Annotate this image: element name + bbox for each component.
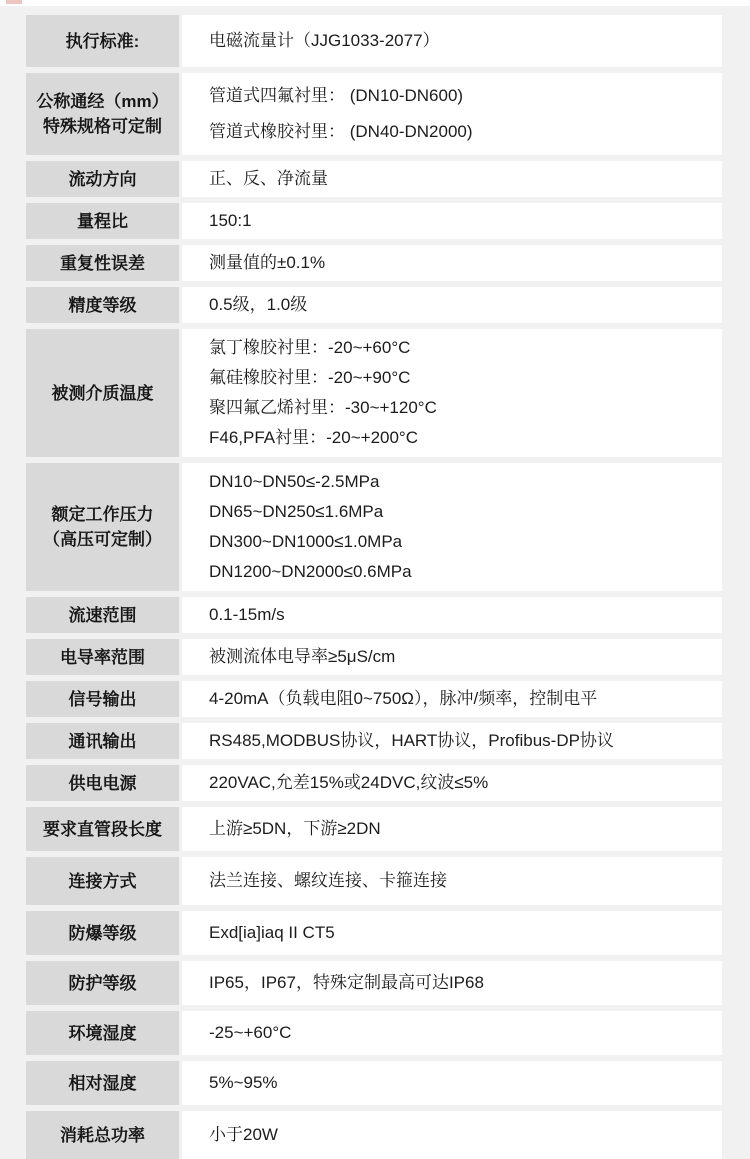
spec-value-line: 0.5级，1.0级 [209,295,308,314]
spec-label-line: 要求直管段长度 [43,819,162,839]
spec-value-line: 电磁流量计（JJG1033-2077） [209,31,440,50]
spec-label-line: 被测介质温度 [51,383,154,403]
spec-value-line: IP65，IP67，特殊定制最高可达IP68 [209,973,484,992]
spec-label [26,463,179,591]
spec-label-line: 精度等级 [68,295,137,315]
spec-value-line: 管道式橡胶衬里： (DN40-DN2000) [209,122,473,141]
row-execution-standard [26,15,722,67]
row-explosion-proof-rating [26,911,722,955]
spec-value [182,329,722,457]
spec-value [182,639,722,675]
spec-label-line: 执行标准: [65,31,140,51]
spec-value [182,911,722,955]
spec-value-line: 聚四氟乙烯衬里：-30~+120°C [209,398,437,417]
spec-label-line: 防爆等级 [68,923,137,943]
spec-value-line: 小于20W [209,1125,278,1144]
spec-label [26,161,179,197]
spec-label [26,287,179,323]
spec-label [26,723,179,759]
spec-value [182,15,722,67]
spec-value-line: 管道式四氟衬里： (DN10-DN600) [209,86,464,105]
spec-value-line: 法兰连接、螺纹连接、卡箍连接 [209,871,447,890]
spec-value-line: 被测流体电导率≥5μS/cm [209,647,396,666]
row-signal-output [26,681,722,717]
row-protection-rating [26,961,722,1005]
row-accuracy-class [26,287,722,323]
spec-label-line: 供电电源 [68,773,137,793]
spec-value-line: 测量值的±0.1% [209,253,326,272]
spec-label [26,961,179,1005]
spec-table [0,6,750,1159]
spec-label-line: 流速范围 [68,605,137,625]
spec-value-line: 氟硅橡胶衬里：-20~+90°C [209,368,411,387]
spec-label-line: 环境湿度 [68,1023,137,1043]
spec-label [26,639,179,675]
spec-label [26,1111,179,1159]
spec-value-line: Exd[ia]iaq II CT5 [209,923,335,942]
spec-label [26,597,179,633]
row-medium-temperature [26,329,722,457]
spec-value [182,245,722,281]
row-conductivity-range [26,639,722,675]
row-ambient-humidity [26,1011,722,1055]
spec-label [26,765,179,801]
spec-value-line: RS485,MODBUS协议，HART协议，Profibus-DP协议 [209,731,614,750]
row-repeatability-error [26,245,722,281]
spec-label-line: 流动方向 [68,169,137,189]
spec-label [26,1061,179,1105]
image-edge-artifact [6,0,22,4]
spec-value-line: 150:1 [209,211,252,230]
spec-value [182,807,722,851]
spec-value-line: -25~+60°C [209,1023,292,1042]
spec-label-line: （高压可定制） [43,530,162,549]
spec-value-line: 氯丁橡胶衬里：-20~+60°C [209,338,411,357]
spec-label [26,15,179,67]
spec-value [182,287,722,323]
spec-label-line: 连接方式 [68,871,137,891]
spec-label-line: 信号输出 [68,689,137,709]
spec-label [26,807,179,851]
spec-value [182,73,722,155]
spec-label [26,1011,179,1055]
spec-value-line: F46,PFA衬里：-20~+200°C [209,428,419,447]
spec-label [26,329,179,457]
row-total-power-consumption [26,1111,722,1159]
spec-value [182,597,722,633]
row-flow-velocity-range [26,597,722,633]
row-flow-direction [26,161,722,197]
spec-value [182,463,722,591]
spec-label [26,203,179,239]
spec-label-line: 额定工作压力 [51,505,154,524]
spec-value [182,161,722,197]
spec-value [182,961,722,1005]
spec-label [26,73,179,155]
top-edge-strip [0,0,750,6]
spec-value [182,1061,722,1105]
spec-value [182,681,722,717]
row-nominal-diameter [26,73,722,155]
spec-value [182,1111,722,1159]
spec-value-line: DN65~DN250≤1.6MPa [209,502,384,521]
spec-value-line: 4-20mA（负载电阻0~750Ω），脉冲/频率，控制电平 [209,689,598,708]
spec-label [26,245,179,281]
spec-label-line: 公称通经（mm） [36,92,169,111]
spec-value-line: 220VAC,允差15%或24DVC,纹波≤5% [209,773,489,792]
spec-value [182,723,722,759]
row-communication-output [26,723,722,759]
spec-value-line: DN10~DN50≤-2.5MPa [209,472,380,491]
spec-value-line: 5%~95% [209,1073,278,1092]
spec-label-line: 通讯输出 [68,731,137,751]
row-turndown-ratio [26,203,722,239]
spec-value [182,203,722,239]
row-rated-working-pressure [26,463,722,591]
spec-value-line: 0.1-15m/s [209,605,285,624]
spec-label-line: 电导率范围 [60,647,145,667]
spec-label-line: 重复性误差 [60,253,145,273]
spec-label [26,857,179,905]
row-connection-type [26,857,722,905]
spec-value-line: 上游≥5DN，下游≥2DN [209,819,381,838]
spec-label-line: 量程比 [77,211,128,231]
spec-value [182,1011,722,1055]
spec-label-line: 消耗总功率 [60,1125,145,1145]
row-power-supply [26,765,722,801]
spec-label-line: 特殊规格可定制 [43,117,162,136]
spec-label-line: 防护等级 [68,973,137,993]
row-straight-pipe-length [26,807,722,851]
spec-value [182,765,722,801]
spec-label [26,911,179,955]
spec-label-line: 相对湿度 [68,1073,137,1093]
row-relative-humidity [26,1061,722,1105]
spec-value-line: DN1200~DN2000≤0.6MPa [209,562,412,581]
spec-value-line: 正、反、净流量 [209,169,328,188]
spec-label [26,681,179,717]
spec-value-line: DN300~DN1000≤1.0MPa [209,532,403,551]
spec-value [182,857,722,905]
